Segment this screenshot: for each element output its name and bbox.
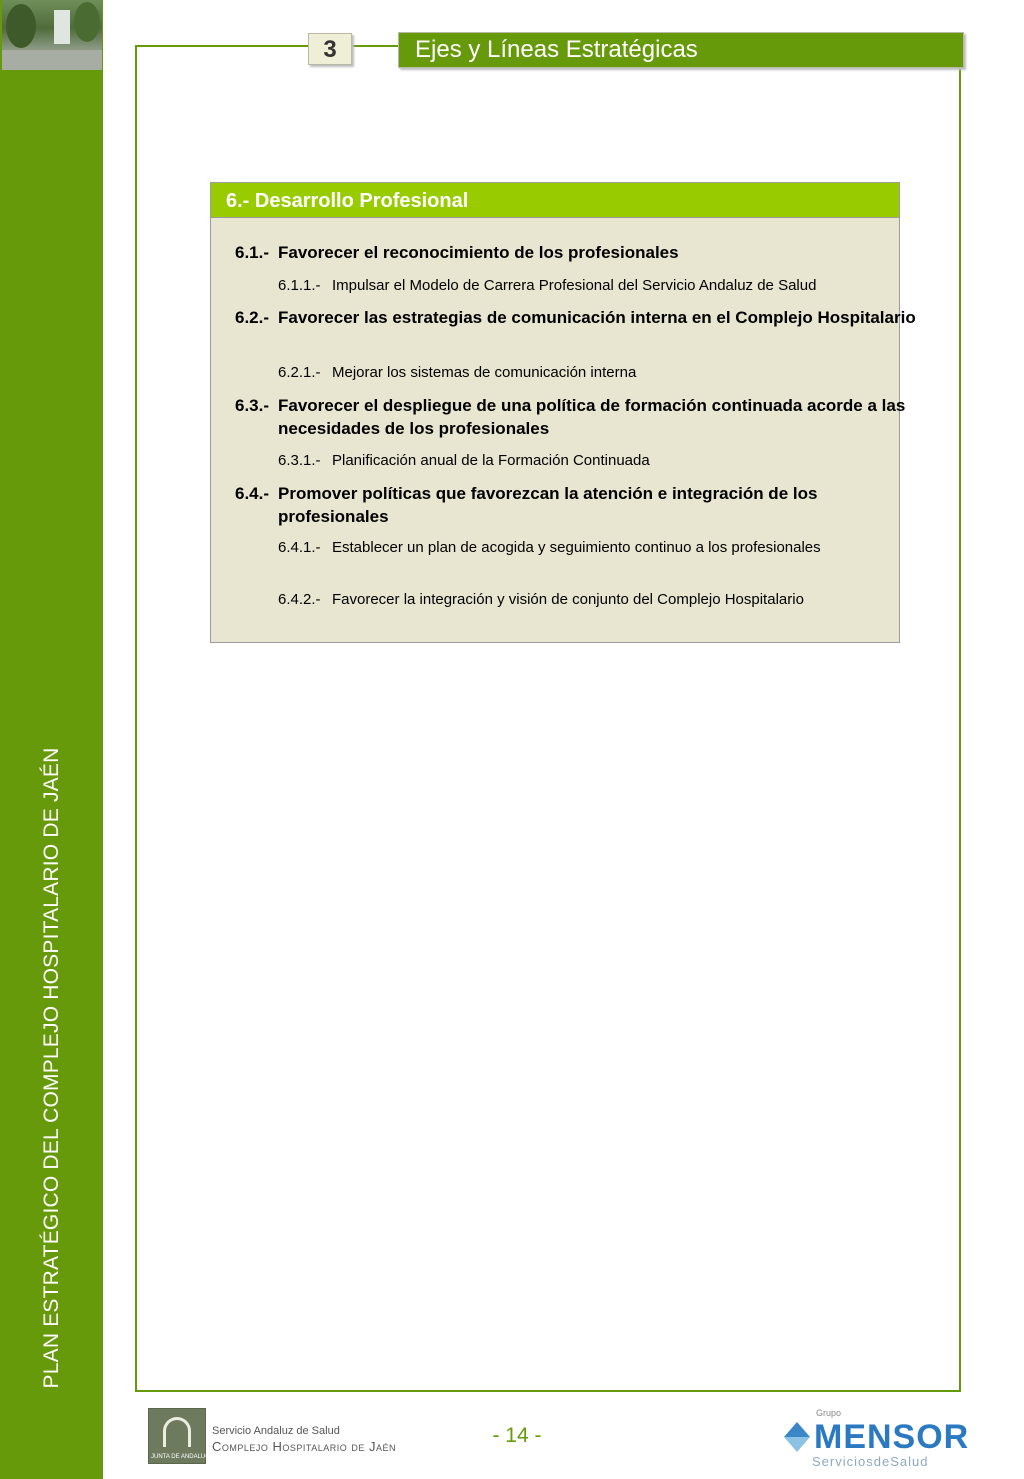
chapter-number: 3 bbox=[308, 33, 352, 65]
action-6-4-1 bbox=[278, 537, 942, 558]
objective-6-2 bbox=[235, 306, 918, 329]
mensor-group-label: Grupo bbox=[816, 1408, 842, 1418]
objective-number: 6.4.- bbox=[235, 484, 270, 503]
objective-number: 6.1.- bbox=[235, 243, 270, 262]
document-title-vertical: PLAN ESTRATÉGICO DEL COMPLEJO HOSPITALARIO DE JAÉN bbox=[40, 747, 63, 1389]
action-number: 6.2.1.- bbox=[278, 364, 321, 381]
page-number: - 14 - bbox=[492, 1424, 542, 1447]
action-text: Favorecer la integración y visión de conjunto del Complejo Hospitalario bbox=[332, 591, 804, 608]
action-number: 6.1.1.- bbox=[278, 277, 321, 294]
mensor-logo bbox=[780, 1408, 970, 1470]
objective-6-3 bbox=[235, 394, 918, 440]
objective-number: 6.2.- bbox=[235, 308, 270, 327]
hospital-service-line: Servicio Andaluz de Salud bbox=[212, 1425, 340, 1437]
objective-text: Favorecer las estrategias de comunicación interna en el Complejo Hospitalario bbox=[278, 308, 916, 327]
sidebar bbox=[0, 0, 103, 1479]
mensor-subtitle: ServiciosdeSalud bbox=[812, 1454, 929, 1469]
action-number: 6.3.1.- bbox=[278, 452, 321, 469]
action-6-3-1 bbox=[278, 450, 942, 471]
hospital-logo-text bbox=[212, 1424, 396, 1456]
objective-text: Favorecer el despliegue de una política de formación continuada acorde a las necesidades de los profesionales bbox=[278, 396, 906, 438]
hospital-photo bbox=[2, 0, 102, 70]
action-6-4-2 bbox=[278, 589, 942, 610]
objective-text: Favorecer el reconocimiento de los profesionales bbox=[278, 243, 679, 262]
action-text: Impulsar el Modelo de Carrera Profesional del Servicio Andaluz de Salud bbox=[332, 277, 817, 294]
action-number: 6.4.1.- bbox=[278, 539, 321, 556]
chapter-title: Ejes y Líneas Estratégicas bbox=[398, 32, 964, 68]
action-text: Planificación anual de la Formación Continuada bbox=[332, 452, 650, 469]
action-6-2-1 bbox=[278, 362, 942, 383]
objective-6-4 bbox=[235, 482, 918, 528]
objective-text: Promover políticas que favorezcan la atención e integración de los profesionales bbox=[278, 484, 818, 526]
section-title: 6.- Desarrollo Profesional bbox=[211, 183, 899, 218]
mensor-name: MENSOR bbox=[814, 1418, 970, 1456]
action-number: 6.4.2.- bbox=[278, 591, 321, 608]
action-6-1-1 bbox=[278, 275, 942, 296]
objective-number: 6.3.- bbox=[235, 396, 270, 415]
objective-6-1 bbox=[235, 241, 918, 264]
action-text: Establecer un plan de acogida y seguimiento continuo a los profesionales bbox=[332, 539, 821, 556]
section-box bbox=[210, 182, 916, 643]
hospital-name-line: Complejo Hospitalario de Jaén bbox=[212, 1439, 396, 1454]
action-text: Mejorar los sistemas de comunicación interna bbox=[332, 364, 637, 381]
junta-andalucia-logo: JUNTA DE ANDALUCIA bbox=[148, 1408, 206, 1464]
mensor-mark-icon bbox=[780, 1422, 810, 1452]
arch-icon bbox=[163, 1417, 191, 1447]
